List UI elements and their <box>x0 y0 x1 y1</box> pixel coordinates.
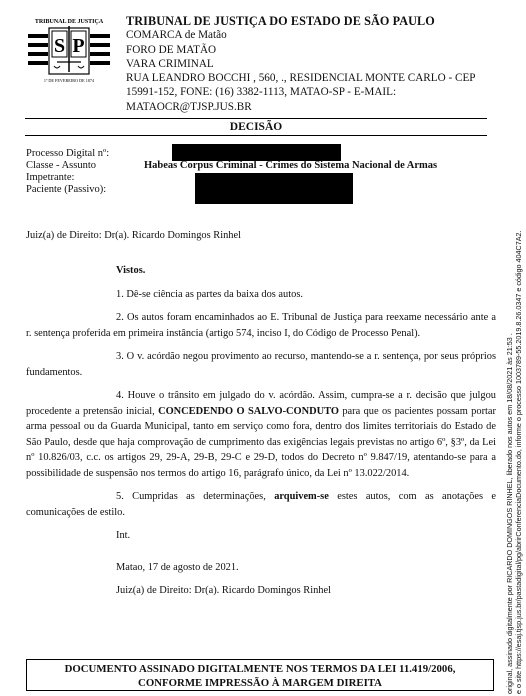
judge-signature: Juiz(a) de Direito: Dr(a). Ricardo Domingos Rinhel <box>116 585 331 596</box>
processo-label: Processo Digital nº: <box>26 148 110 159</box>
margin-verification-note <box>506 30 524 694</box>
paragraph-5-start: 5. Cumpridas as determinações, <box>116 491 266 502</box>
vistos: Vistos. <box>116 265 146 276</box>
paragraph-4-end: para que os pacientes possam portar arma pessoal ou da Guarda Municipal, tanto em serviço como fora, dentro dos limites territoriais do Estado de São Paulo, desde que haja comprovação de cumprimento das exigências legais previstas no artigo 6º, §3º, da Lei nº 10.826/03, c.c. os artigos 29, 29-A, 29-B, 29-C e 29-D, todos do Decreto nº 9.847/19, atentando-se para a possibilidade de suspensão nos termos do artigo 16, parágrafo único, da Lei nº 13.022/2014. <box>26 405 496 479</box>
header-line-vara: VARA CRIMINAL <box>126 57 214 70</box>
emblem-bottom-text: 1º DE FEVEREIRO DE 1874 <box>43 78 95 83</box>
digital-signature-notice <box>26 659 494 691</box>
header-line-comarca: COMARCA de Matão <box>126 29 227 42</box>
court-emblem-logo <box>27 14 111 84</box>
paragraph-1: 1. Dê-se ciência as partes da baixa dos autos. <box>116 288 303 300</box>
emblem-top-text: TRIBUNAL DE JUSTIÇA <box>34 19 104 25</box>
decision-body <box>26 263 496 599</box>
paragraph-5 <box>26 489 496 520</box>
paragraph-4-start: 4. Houve o trânsito em julgado do v. acórdão. Assim, cumpra-se a r. decisão que julgou procedente a pretensão inicial, <box>26 390 496 417</box>
margin-note-line-1: original, assinado digitalmente por RICARDO DOMINGOS RINHEL, liberado nos autos em 18/08/2021 às 21:53 . <box>505 333 514 694</box>
document-title: DECISÃO <box>25 118 487 136</box>
court-name: TRIBUNAL DE JUSTIÇA DO ESTADO DE SÃO PAULO <box>126 14 435 28</box>
court-header <box>126 14 476 114</box>
case-info <box>26 148 496 196</box>
classe-label: Classe - Assunto <box>26 160 97 171</box>
paragraph-2: 2. Os autos foram encaminhados ao E. Tribunal de Justiça para reexame necessário ante a r. sentença proferida em primeira instância (artigo 574, inciso I, do Código de Processo Penal). <box>26 312 496 339</box>
footer-line-2: CONFORME IMPRESSÃO À MARGEM DIREITA <box>138 677 382 689</box>
emblem-letter-s: S <box>53 35 66 57</box>
header-line-foro: FORO DE MATÃO <box>126 43 217 56</box>
paragraph-4 <box>26 388 496 481</box>
footer-line-1: DOCUMENTO ASSINADO DIGITALMENTE NOS TERMOS DA LEI 11.419/2006, <box>64 663 456 675</box>
header-line-phone: 15991-152, FONE: (16) 3382-1113, MATAO-SP - E-MAIL: <box>126 86 397 99</box>
paragraph-4-bold: CONCEDENDO O SALVO-CONDUTO <box>158 405 339 417</box>
paragraph-3: 3. O v. acórdão negou provimento ao recurso, mantendo-se a r. sentença, por seus próprios fundamentos. <box>26 351 496 378</box>
paragraph-5-bold: arquivem-se <box>274 491 329 502</box>
classe-value: Habeas Corpus Criminal - Crimes do Sistema Nacional de Armas <box>144 160 438 171</box>
paciente-label: Paciente (Passivo): <box>26 184 107 195</box>
impetrante-label: Impetrante: <box>26 172 75 183</box>
redaction-processo <box>172 144 341 161</box>
judge-line <box>26 228 496 244</box>
header-line-address: RUA LEANDRO BOCCHI , 560, ., RESIDENCIAL MONTE CARLO - CEP <box>126 72 476 85</box>
paragraph-5-end: estes autos, com as anotações e comunicações de estilo. <box>26 491 496 518</box>
header-line-email: MATAOCR@TJSP.JUS.BR <box>126 100 252 113</box>
judge-line-text: Juiz(a) de Direito: Dr(a). Ricardo Domingos Rinhel <box>26 230 241 241</box>
emblem-letter-p: P <box>72 35 85 57</box>
int: Int. <box>116 530 131 541</box>
margin-note-line-2: e o site https://esaj.tjsp.jus.br/pastadigital/pg/abrirConferenciaDocumento.do, informe o processo 1003789-55.2019.8.26.0347 e código 404C7A2. <box>513 230 523 694</box>
date-line: Matao, 17 de agosto de 2021. <box>116 561 239 573</box>
